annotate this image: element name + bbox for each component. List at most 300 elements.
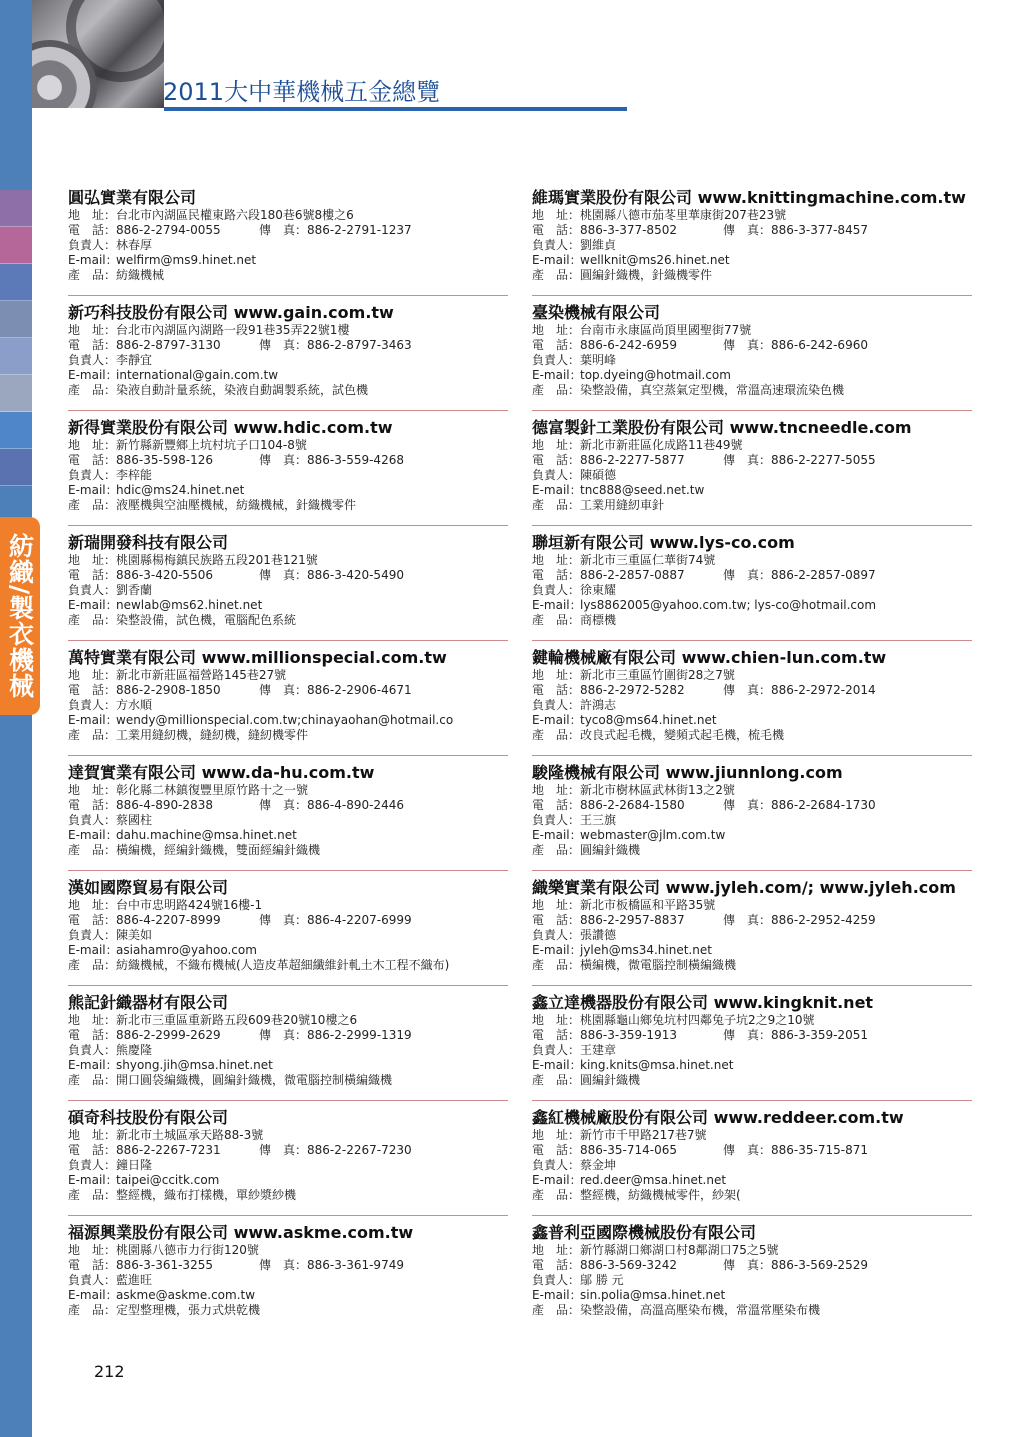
phone-value: 886-2-2908-1850 [116, 683, 221, 697]
fax-label: 傳 真： [723, 1028, 772, 1042]
contact-label: 負責人： [68, 468, 117, 482]
contact-value: 蔡國柱 [116, 813, 153, 827]
company-name: 圓弘實業有限公司 [68, 188, 197, 207]
address-line [532, 783, 972, 798]
entry-separator [532, 1100, 972, 1101]
products-line [532, 1073, 972, 1088]
company-name: 德富製針工業股份有限公司 www.tncneedle.com [532, 418, 912, 437]
fax-value: 886-3-420-5490 [307, 568, 404, 582]
contact-value: 鄔 勝 元 [580, 1273, 624, 1287]
address-value: 桃園縣八德市茄苳里華康街207巷23號 [580, 208, 787, 222]
products-value: 橫編機，微電腦控制橫編織機 [580, 958, 737, 972]
contact-line [68, 928, 508, 943]
fax-value: 886-3-361-9749 [307, 1258, 404, 1272]
fax-field [259, 338, 412, 353]
address-line [68, 898, 508, 913]
products-line [532, 383, 972, 398]
address-line [68, 553, 508, 568]
address-value: 台南市永康區尚頂里國聖街77號 [580, 323, 752, 337]
fax-field [723, 223, 868, 238]
phone-line [68, 913, 508, 928]
color-tab [0, 375, 32, 412]
fax-value: 886-3-569-2529 [771, 1258, 868, 1272]
email-label: E-mail： [532, 483, 582, 497]
email-line [532, 368, 972, 383]
company-name: 鍵輪機械廠有限公司 www.chien-lun.com.tw [532, 648, 887, 667]
products-line [68, 1188, 508, 1203]
products-line [68, 958, 508, 973]
phone-line [68, 1258, 508, 1273]
products-line [68, 843, 508, 858]
phone-label: 電 話： [68, 913, 117, 927]
fax-label: 傳 真： [723, 1143, 772, 1157]
company-name: 碩奇科技股份有限公司 [68, 1108, 229, 1127]
fax-value: 886-3-377-8457 [771, 223, 868, 237]
contact-line [68, 1043, 508, 1058]
contact-line [68, 468, 508, 483]
fax-label: 傳 真： [259, 568, 308, 582]
fax-label: 傳 真： [723, 1258, 772, 1272]
phone-value: 886-2-2794-0055 [116, 223, 221, 237]
fax-label: 傳 真： [723, 223, 772, 237]
company-entry [532, 418, 972, 533]
products-value: 整經機，紡織機械零件，紗架( [580, 1188, 741, 1202]
contact-value: 許鴻志 [580, 698, 617, 712]
phone-line [532, 453, 972, 468]
fax-label: 傳 真： [723, 913, 772, 927]
phone-value: 886-2-2957-8837 [580, 913, 685, 927]
email-value: wellknit@ms26.hinet.net [580, 253, 730, 267]
phone-value: 886-2-2267-7231 [116, 1143, 221, 1157]
contact-label: 負責人： [532, 698, 581, 712]
company-name: 臺染機械有限公司 [532, 303, 661, 322]
address-value: 新竹縣新豐鄉上坑村坑子口104-8號 [116, 438, 307, 452]
products-line [68, 1073, 508, 1088]
products-line [532, 1188, 972, 1203]
email-label: E-mail： [68, 828, 118, 842]
fax-field [259, 1258, 404, 1273]
phone-value: 886-2-2972-5282 [580, 683, 685, 697]
email-line [532, 943, 972, 958]
entry-separator [68, 525, 508, 526]
fax-label: 傳 真： [259, 1258, 308, 1272]
email-line [532, 598, 972, 613]
products-line [68, 383, 508, 398]
fax-label: 傳 真： [723, 683, 772, 697]
address-line [68, 438, 508, 453]
company-name: 熊記針織器材有限公司 [68, 993, 229, 1012]
fax-value: 886-2-2857-0897 [771, 568, 876, 582]
products-value: 染整設備，試色機，電腦配色系統 [116, 613, 297, 627]
company-entry [68, 993, 508, 1108]
contact-line [532, 1158, 972, 1173]
products-line [532, 728, 972, 743]
email-value: askme@askme.com.tw [116, 1288, 256, 1302]
address-value: 桃園縣楊梅鎮民族路五段201巷121號 [116, 553, 318, 567]
contact-label: 負責人： [68, 698, 117, 712]
email-label: E-mail： [68, 943, 118, 957]
side-color-tabs [0, 190, 32, 486]
company-entry [68, 763, 508, 878]
left-column [68, 188, 508, 1338]
company-name: 織樂實業有限公司 www.jyleh.com/; www.jyleh.com [532, 878, 956, 897]
contact-value: 陳美如 [116, 928, 153, 942]
fax-field [259, 223, 412, 238]
phone-label: 電 話： [68, 453, 117, 467]
contact-label: 負責人： [68, 1273, 117, 1287]
address-label: 地 址： [68, 323, 117, 337]
fax-value: 886-3-359-2051 [771, 1028, 868, 1042]
fax-value: 886-2-2999-1319 [307, 1028, 412, 1042]
phone-value: 886-6-242-6959 [580, 338, 677, 352]
fax-label: 傳 真： [259, 913, 308, 927]
address-line [68, 668, 508, 683]
address-value: 台中市忠明路424號16樓-1 [116, 898, 263, 912]
address-label: 地 址： [68, 1013, 117, 1027]
address-label: 地 址： [68, 553, 117, 567]
fax-field [259, 913, 412, 928]
fax-field [723, 683, 876, 698]
page-title: 2011大中華機械五金總覽 [163, 78, 441, 106]
email-label: E-mail： [532, 1173, 582, 1187]
address-value: 新北市三重區竹圍街28之7號 [580, 668, 735, 682]
phone-label: 電 話： [532, 568, 581, 582]
products-label: 產 品： [532, 1073, 581, 1087]
contact-label: 負責人： [532, 1273, 581, 1287]
color-tab [0, 264, 32, 301]
phone-line [68, 1028, 508, 1043]
contact-value: 劉維貞 [580, 238, 617, 252]
products-value: 染整設備，真空蒸氣定型機，常溫高速環流染色機 [580, 383, 845, 397]
entry-separator [68, 640, 508, 641]
products-value: 工業用縫紉機，縫紉機，縫紉機零件 [116, 728, 309, 742]
fax-field [723, 568, 876, 583]
contact-line [532, 468, 972, 483]
fax-label: 傳 真： [259, 683, 308, 697]
products-value: 染液自動計量系統，染液自動調製系統，試色機 [116, 383, 369, 397]
phone-label: 電 話： [68, 1028, 117, 1042]
phone-value: 886-4-890-2838 [116, 798, 213, 812]
phone-value: 886-2-8797-3130 [116, 338, 221, 352]
right-column [532, 188, 972, 1338]
products-label: 產 品： [68, 1188, 117, 1202]
contact-value: 王三旗 [580, 813, 617, 827]
email-value: tnc888@seed.net.tw [580, 483, 705, 497]
email-value: international@gain.com.tw [116, 368, 279, 382]
email-line [68, 1288, 508, 1303]
products-label: 產 品： [532, 498, 581, 512]
products-value: 工業用縫紉車針 [580, 498, 665, 512]
company-entry [532, 878, 972, 993]
email-line [68, 1173, 508, 1188]
address-line [532, 553, 972, 568]
entry-separator [532, 525, 972, 526]
fax-label: 傳 真： [259, 338, 308, 352]
products-line [68, 1303, 508, 1318]
email-label: E-mail： [532, 598, 582, 612]
email-value: welfirm@ms9.hinet.net [116, 253, 257, 267]
contact-value: 王建章 [580, 1043, 617, 1057]
phone-line [68, 223, 508, 238]
company-entry [532, 1223, 972, 1338]
fax-value: 886-2-2267-7230 [307, 1143, 412, 1157]
products-value: 圓編針織機 [580, 843, 641, 857]
fax-label: 傳 真： [723, 453, 772, 467]
header-machinery-photo [32, 0, 164, 108]
email-line [68, 368, 508, 383]
contact-line [68, 353, 508, 368]
company-entry [68, 648, 508, 763]
products-line [68, 498, 508, 513]
fax-field [259, 568, 404, 583]
products-label: 產 品： [68, 268, 117, 282]
contact-value: 張讚德 [580, 928, 617, 942]
phone-line [532, 1028, 972, 1043]
fax-field [259, 683, 412, 698]
fax-field [723, 1028, 868, 1043]
entry-separator [68, 1100, 508, 1101]
products-line [532, 843, 972, 858]
products-label: 產 品： [532, 958, 581, 972]
email-value: newlab@ms62.hinet.net [116, 598, 263, 612]
phone-label: 電 話： [532, 338, 581, 352]
products-label: 產 品： [68, 958, 117, 972]
phone-label: 電 話： [68, 798, 117, 812]
fax-field [259, 453, 404, 468]
email-label: E-mail： [532, 943, 582, 957]
phone-label: 電 話： [532, 1258, 581, 1272]
address-line [68, 783, 508, 798]
address-label: 地 址： [532, 1243, 581, 1257]
phone-line [532, 1258, 972, 1273]
contact-value: 熊慶隆 [116, 1043, 153, 1057]
address-value: 台北市內湖區民權東路六段180巷6號8樓之6 [116, 208, 354, 222]
email-value: dahu.machine@msa.hinet.net [116, 828, 297, 842]
section-tab[interactable]: 紡織/製衣機械 [0, 517, 40, 715]
header-rule [164, 107, 627, 111]
company-entry [532, 303, 972, 418]
products-line [68, 728, 508, 743]
email-label: E-mail： [532, 828, 582, 842]
phone-line [532, 223, 972, 238]
products-label: 產 品： [532, 1303, 581, 1317]
products-label: 產 品： [532, 383, 581, 397]
email-label: E-mail： [68, 368, 118, 382]
phone-label: 電 話： [68, 1143, 117, 1157]
contact-line [532, 698, 972, 713]
fax-field [723, 453, 876, 468]
products-line [532, 1303, 972, 1318]
address-line [532, 1128, 972, 1143]
fax-label: 傳 真： [723, 798, 772, 812]
email-line [532, 1173, 972, 1188]
company-name: 萬特實業有限公司 www.millionspecial.com.tw [68, 648, 447, 667]
products-line [532, 958, 972, 973]
fax-value: 886-2-2684-1730 [771, 798, 876, 812]
address-label: 地 址： [532, 783, 581, 797]
contact-line [68, 238, 508, 253]
phone-line [68, 798, 508, 813]
company-name: 新瑞開發科技有限公司 [68, 533, 229, 552]
phone-line [532, 913, 972, 928]
email-line [532, 253, 972, 268]
phone-label: 電 話： [68, 683, 117, 697]
entry-separator [68, 1215, 508, 1216]
products-label: 產 品： [68, 383, 117, 397]
address-value: 新北市樹林區武林街13之2號 [580, 783, 735, 797]
color-tab [0, 338, 32, 375]
email-line [532, 1288, 972, 1303]
email-label: E-mail： [68, 253, 118, 267]
products-value: 圓編針織機 [580, 1073, 641, 1087]
company-name: 漢如國際貿易有限公司 [68, 878, 229, 897]
entry-separator [68, 295, 508, 296]
phone-label: 電 話： [532, 913, 581, 927]
products-label: 產 品： [532, 613, 581, 627]
entry-separator [532, 870, 972, 871]
products-value: 整經機，織布打樣機，單紗漿紗機 [116, 1188, 297, 1202]
email-value: shyong.jih@msa.hinet.net [116, 1058, 273, 1072]
fax-field [723, 1258, 868, 1273]
phone-line [68, 338, 508, 353]
fax-value: 886-2-2952-4259 [771, 913, 876, 927]
company-entry [68, 303, 508, 418]
email-label: E-mail： [68, 1288, 118, 1302]
email-label: E-mail： [532, 1058, 582, 1072]
contact-label: 負責人： [68, 813, 117, 827]
products-value: 橫編機，經編針織機，雙面經編針織機 [116, 843, 321, 857]
contact-label: 負責人： [532, 583, 581, 597]
products-value: 染整設備，高溫高壓染布機，常溫常壓染布機 [580, 1303, 821, 1317]
phone-line [532, 683, 972, 698]
email-label: E-mail： [532, 253, 582, 267]
address-value: 新竹縣湖口鄉湖口村8鄰湖口75之5號 [580, 1243, 779, 1257]
fax-value: 886-2-2906-4671 [307, 683, 412, 697]
color-tab [0, 449, 32, 486]
contact-label: 負責人： [532, 928, 581, 942]
contact-value: 藍進旺 [116, 1273, 153, 1287]
address-label: 地 址： [68, 668, 117, 682]
contact-value: 葉明峰 [580, 353, 617, 367]
products-label: 產 品： [532, 843, 581, 857]
contact-label: 負責人： [68, 928, 117, 942]
email-label: E-mail： [68, 1173, 118, 1187]
fax-value: 886-6-242-6960 [771, 338, 868, 352]
email-line [532, 483, 972, 498]
entry-separator [532, 640, 972, 641]
company-name: 鑫紅機械廠股份有限公司 www.reddeer.com.tw [532, 1108, 904, 1127]
email-value: webmaster@jlm.com.tw [580, 828, 726, 842]
phone-line [68, 568, 508, 583]
address-value: 新北市土城區承天路88-3號 [116, 1128, 264, 1142]
contact-line [68, 813, 508, 828]
products-value: 液壓機與空油壓機械，紡織機械，針織機零件 [116, 498, 357, 512]
contact-value: 李靜宜 [116, 353, 153, 367]
phone-line [532, 798, 972, 813]
fax-value: 886-2-2277-5055 [771, 453, 876, 467]
address-line [68, 208, 508, 223]
email-value: wendy@millionspecial.com.tw;chinayaohan@hotmail.co [116, 713, 454, 727]
email-value: red.deer@msa.hinet.net [580, 1173, 727, 1187]
contact-line [68, 1273, 508, 1288]
email-line [532, 713, 972, 728]
entry-separator [68, 755, 508, 756]
company-name: 鑫普利亞國際機械股份有限公司 [532, 1223, 757, 1242]
contact-line [68, 1158, 508, 1173]
address-line [532, 1013, 972, 1028]
entry-separator [68, 985, 508, 986]
contact-value: 徐東耀 [580, 583, 617, 597]
products-line [68, 613, 508, 628]
address-value: 桃園縣八德市力行街120號 [116, 1243, 259, 1257]
products-line [532, 613, 972, 628]
fax-label: 傳 真： [259, 1143, 308, 1157]
fax-value: 886-2-2972-2014 [771, 683, 876, 697]
email-line [68, 598, 508, 613]
email-value: lys8862005@yahoo.com.tw; lys-co@hotmail.com [580, 598, 877, 612]
company-name: 達賀實業有限公司 www.da-hu.com.tw [68, 763, 375, 782]
contact-value: 劉香蘭 [116, 583, 153, 597]
phone-label: 電 話： [68, 1258, 117, 1272]
contact-line [532, 1273, 972, 1288]
products-line [532, 268, 972, 283]
entry-separator [532, 755, 972, 756]
contact-label: 負責人： [532, 238, 581, 252]
contact-label: 負責人： [68, 238, 117, 252]
address-line [68, 1243, 508, 1258]
address-value: 新北市新莊區福營路145巷27號 [116, 668, 287, 682]
products-label: 產 品： [68, 1073, 117, 1087]
phone-value: 886-2-2857-0887 [580, 568, 685, 582]
color-tab [0, 227, 32, 264]
phone-label: 電 話： [532, 1143, 581, 1157]
address-line [68, 1128, 508, 1143]
company-entry [68, 1223, 508, 1338]
contact-value: 林春厚 [116, 238, 153, 252]
address-label: 地 址： [532, 553, 581, 567]
company-entry [532, 188, 972, 303]
phone-label: 電 話： [68, 223, 117, 237]
phone-line [532, 338, 972, 353]
products-value: 改良式起毛機，變頻式起毛機，梳毛機 [580, 728, 785, 742]
email-value: asiahamro@yahoo.com [116, 943, 257, 957]
phone-label: 電 話： [532, 798, 581, 812]
address-label: 地 址： [532, 898, 581, 912]
company-name: 新巧科技股份有限公司 www.gain.com.tw [68, 303, 394, 322]
phone-label: 電 話： [532, 1028, 581, 1042]
email-label: E-mail： [532, 713, 582, 727]
fax-label: 傳 真： [259, 453, 308, 467]
phone-line [532, 568, 972, 583]
contact-value: 方水順 [116, 698, 153, 712]
phone-label: 電 話： [532, 223, 581, 237]
phone-label: 電 話： [532, 453, 581, 467]
address-line [532, 898, 972, 913]
email-line [68, 483, 508, 498]
company-entry [68, 418, 508, 533]
address-label: 地 址： [68, 783, 117, 797]
company-entry [532, 648, 972, 763]
contact-label: 負責人： [532, 468, 581, 482]
products-label: 產 品： [68, 843, 117, 857]
company-name: 維瑪實業股份有限公司 www.knittingmachine.com.tw [532, 188, 966, 207]
phone-value: 886-3-377-8502 [580, 223, 677, 237]
fax-field [259, 1143, 412, 1158]
address-value: 新北市新莊區化成路11巷49號 [580, 438, 743, 452]
contact-label: 負責人： [68, 1043, 117, 1057]
contact-line [532, 813, 972, 828]
contact-line [532, 353, 972, 368]
